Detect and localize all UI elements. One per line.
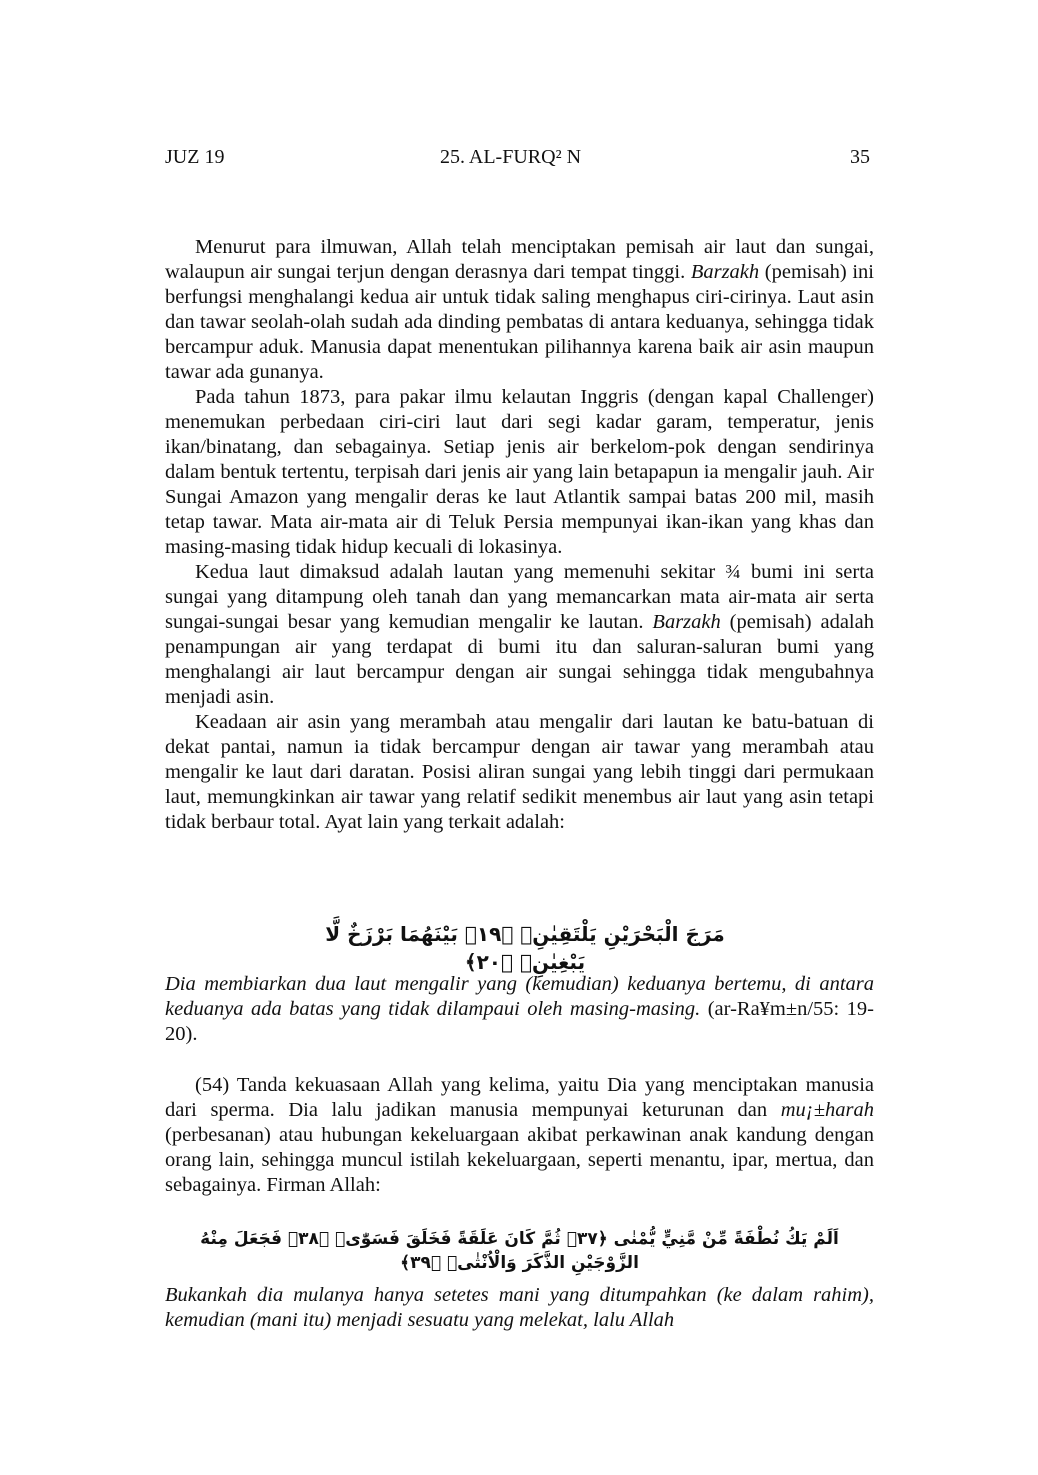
text: Menurut para ilmuwan, Allah telah menciptakan pemisah air laut dan sungai, walaupun air sungai terjun dengan derasnya dari tempat tinggi. (165, 236, 874, 283)
text: (pemisah) adalah penampungan air yang terdapat di bumi itu dan saluran-saluran bumi yang menghalangi air laut bercampur dengan air sungai sehingga tidak mengubahnya menjadi asin. (165, 611, 874, 708)
body-text-2 (165, 1073, 874, 1198)
text: (54) Tanda kekuasaan Allah yang kelima, yaitu Dia yang menciptakan manusia dari sperma. Dia lalu jadikan manusia mempunyai keturunan dan (165, 1074, 874, 1121)
paragraph: Keadaan air asin yang merambah atau mengalir dari lautan ke batu-batuan di dekat pantai, namun ia tidak bercampur dengan air tawar yang merambah atau mengalir ke laut dari daratan. Posisi aliran sungai yang lebih tinggi dari permukaan laut, memungkinkan air tawar yang relatif sedikit menembus air laut yang asin tetapi tidak berbaur total. Ayat lain yang terkait adalah: (165, 711, 874, 833)
verse-1-translation (165, 972, 874, 1047)
arabic-verse-1: مَرَجَ الْبَحْرَيْنِ يَلْتَقِيٰنِۙ ﴿١٩﴾ بَيْنَهُمَا بَرْزَخٌ لَّا يَبْغِيٰنِۚ ﴿٢٠﴾ (325, 922, 725, 974)
italic-term: Barzakh (690, 261, 760, 283)
italic-term: Barzakh (652, 611, 721, 633)
body-text-1 (165, 235, 874, 835)
text: (pemisah) ini berfungsi menghalangi kedua air untuk tidak saling menghapus ciri-cirinya. Laut asin dan tawar seolah-olah sudah ada dinding pembatas di antara keduanya, sehingga tidak bercampur aduk. Manusia dapat menentukan pilihannya karena baik air asin maupun tawar ada gunanya. (165, 261, 874, 383)
verse-2-translation: Bukankah dia mulanya hanya setetes mani yang ditumpahkan (ke dalam rahim), kemudian (mani itu) menjadi sesuatu yang melekat, lalu Allah (165, 1284, 874, 1331)
paragraph (165, 235, 874, 385)
text: Kedua laut dimaksud adalah lautan yang memenuhi sekitar ¾ bumi ini serta sungai yang ditampung oleh tanah dan yang memancarkan mata air-mata air serta sungai-sungai besar yang kemudian mengalir ke lautan. (165, 561, 874, 633)
italic-term: mu¡±harah (780, 1099, 874, 1121)
paragraph (165, 1073, 874, 1198)
arabic-verse-2: اَلَمْ يَكُ نُطْفَةً مِّنْ مَّنِيٍّ يُّمْنٰى ﴿٣٧﴾ ثُمَّ كَانَ عَلَقَةً فَخَلَقَ فَسَوّٰىۙ ﴿٣٨﴾ فَجَعَلَ مِنْهُ الزَّوْجَيْنِ الذَّكَرَ وَالْاُنْثٰىۗ ﴿٣٩﴾ (200, 1229, 839, 1273)
page-number: 35 (850, 146, 870, 168)
surah-title: 25. AL-FURQ² N (440, 146, 582, 168)
paragraph: Pada tahun 1873, para pakar ilmu kelautan Inggris (dengan kapal Challenger) menemukan perbedaan ciri-ciri laut dari segi kadar garam, temperatur, jenis ikan/binatang, dan sebagainya. Setiap jenis air berkelom-pok dengan sendirinya dalam bentuk tertentu, terpisah dari jenis air yang lain betapapun ia mengalir jauh. Air Sungai Amazon yang mengalir deras ke laut Atlantik sampai batas 200 mil, masih tetap tawar. Mata air-mata air di Teluk Persia mempunyai ikan-ikan yang khas dan masing-masing tidak hidup kecuali di lokasinya. (165, 386, 874, 558)
paragraph (165, 560, 874, 710)
verse-reference: (ar-Ra¥m±n/55: 19-20). (165, 998, 874, 1045)
juz-label: JUZ 19 (165, 146, 225, 168)
translation: Dia membiarkan dua laut mengalir yang (kemudian) keduanya bertemu, di antara keduanya ada batas yang tidak dilampaui oleh masing-masing. (165, 973, 874, 1020)
text: (perbesanan) atau hubungan kekeluargaan akibat perkawinan anak kandung dengan orang lain, sehingga muncul istilah kekeluargaan, seperti menantu, ipar, mertua, dan sebagainya. Firman Allah: (165, 1124, 874, 1196)
